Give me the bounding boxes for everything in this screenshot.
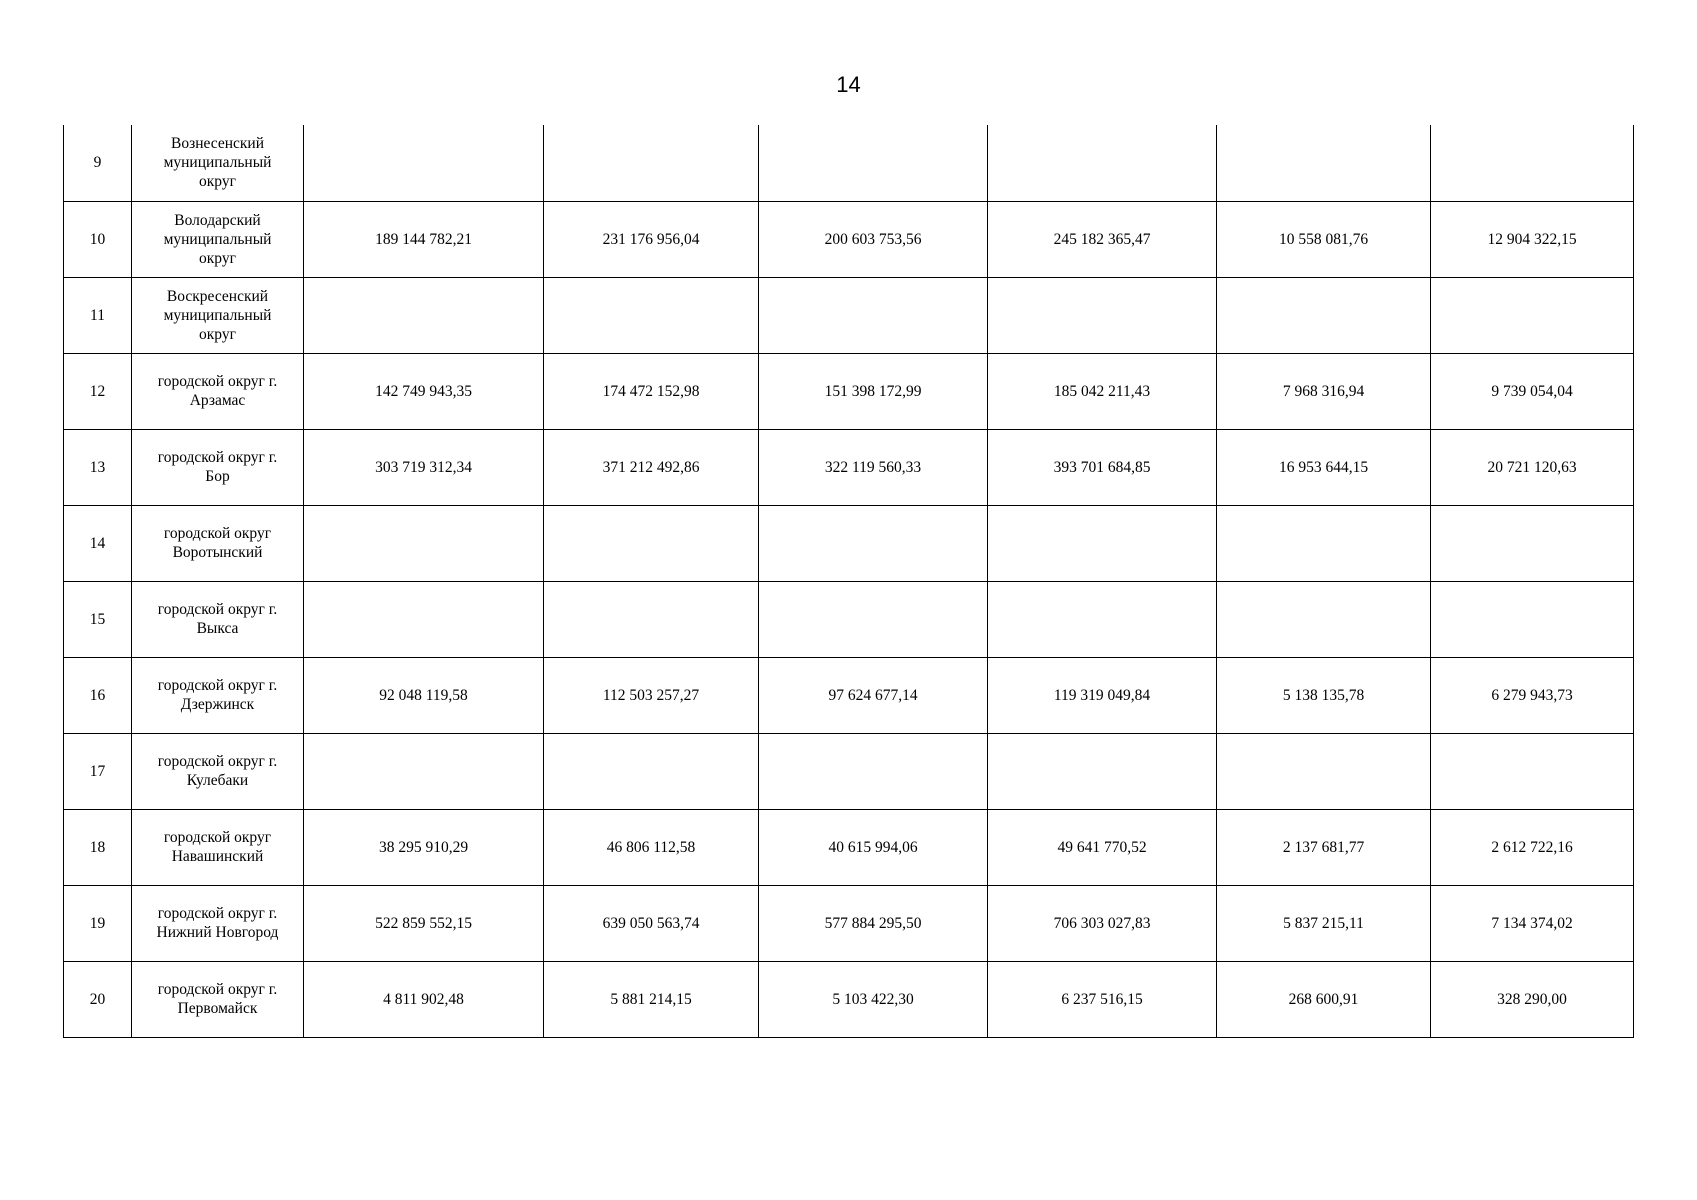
value-cell: [759, 277, 988, 353]
value-cell: 639 050 563,74: [544, 885, 759, 961]
table-row: [64, 353, 1634, 429]
municipality-name-cell: Володарский муниципальный округ: [132, 201, 304, 277]
value-cell: [988, 581, 1217, 657]
value-cell: 5 837 215,11: [1217, 885, 1431, 961]
value-cell: 16 953 644,15: [1217, 429, 1431, 505]
value-cell: 12 904 322,15: [1431, 201, 1634, 277]
municipality-name-cell: городской округ г. Дзержинск: [132, 657, 304, 733]
municipality-name-cell: городской округ г. Нижний Новгород: [132, 885, 304, 961]
value-cell: [759, 505, 988, 581]
row-number-cell: 18: [64, 809, 132, 885]
value-cell: [544, 277, 759, 353]
value-cell: 7 134 374,02: [1431, 885, 1634, 961]
row-number-cell: 9: [64, 125, 132, 201]
value-cell: [988, 125, 1217, 201]
municipality-name-cell: городской округ г. Бор: [132, 429, 304, 505]
value-cell: 49 641 770,52: [988, 809, 1217, 885]
value-cell: 522 859 552,15: [304, 885, 544, 961]
municipality-name-cell: городской округ Воротынский: [132, 505, 304, 581]
value-cell: 2 137 681,77: [1217, 809, 1431, 885]
value-cell: 119 319 049,84: [988, 657, 1217, 733]
value-cell: 10 558 081,76: [1217, 201, 1431, 277]
value-cell: 189 144 782,21: [304, 201, 544, 277]
value-cell: [1217, 733, 1431, 809]
value-cell: [304, 733, 544, 809]
value-cell: [759, 581, 988, 657]
row-number-cell: 14: [64, 505, 132, 581]
value-cell: 231 176 956,04: [544, 201, 759, 277]
row-number-cell: 13: [64, 429, 132, 505]
table-row: [64, 733, 1634, 809]
value-cell: [304, 277, 544, 353]
value-cell: [1431, 581, 1634, 657]
municipality-name-cell: городской округ г. Выкса: [132, 581, 304, 657]
data-table: [63, 125, 1634, 1038]
value-cell: 185 042 211,43: [988, 353, 1217, 429]
row-number-cell: 11: [64, 277, 132, 353]
value-cell: 9 739 054,04: [1431, 353, 1634, 429]
page-number: 14: [836, 72, 861, 97]
value-cell: 4 811 902,48: [304, 961, 544, 1037]
value-cell: 200 603 753,56: [759, 201, 988, 277]
value-cell: [1431, 277, 1634, 353]
value-cell: 2 612 722,16: [1431, 809, 1634, 885]
municipality-name-cell: городской округ г. Первомайск: [132, 961, 304, 1037]
value-cell: 46 806 112,58: [544, 809, 759, 885]
table-row: [64, 505, 1634, 581]
row-number-cell: 17: [64, 733, 132, 809]
value-cell: 38 295 910,29: [304, 809, 544, 885]
value-cell: 6 279 943,73: [1431, 657, 1634, 733]
value-cell: [304, 505, 544, 581]
municipality-name-cell: Вознесенский муниципальный округ: [132, 125, 304, 201]
value-cell: 40 615 994,06: [759, 809, 988, 885]
value-cell: 577 884 295,50: [759, 885, 988, 961]
value-cell: 112 503 257,27: [544, 657, 759, 733]
value-cell: 142 749 943,35: [304, 353, 544, 429]
value-cell: [1431, 733, 1634, 809]
value-cell: [988, 277, 1217, 353]
value-cell: 6 237 516,15: [988, 961, 1217, 1037]
value-cell: 371 212 492,86: [544, 429, 759, 505]
value-cell: 706 303 027,83: [988, 885, 1217, 961]
row-number-cell: 20: [64, 961, 132, 1037]
value-cell: [1217, 277, 1431, 353]
value-cell: [988, 733, 1217, 809]
table-row: [64, 885, 1634, 961]
row-number-cell: 19: [64, 885, 132, 961]
value-cell: 393 701 684,85: [988, 429, 1217, 505]
table-row: [64, 201, 1634, 277]
municipality-name-cell: городской округ г. Арзамас: [132, 353, 304, 429]
value-cell: 20 721 120,63: [1431, 429, 1634, 505]
value-cell: [544, 505, 759, 581]
row-number-cell: 10: [64, 201, 132, 277]
row-number-cell: 12: [64, 353, 132, 429]
table-row: [64, 961, 1634, 1037]
table-row: [64, 809, 1634, 885]
value-cell: 328 290,00: [1431, 961, 1634, 1037]
value-cell: 7 968 316,94: [1217, 353, 1431, 429]
value-cell: [988, 505, 1217, 581]
value-cell: [544, 125, 759, 201]
value-cell: 245 182 365,47: [988, 201, 1217, 277]
table-row: [64, 429, 1634, 505]
value-cell: 174 472 152,98: [544, 353, 759, 429]
value-cell: [544, 733, 759, 809]
table-row: [64, 657, 1634, 733]
value-cell: [1217, 125, 1431, 201]
value-cell: [1431, 125, 1634, 201]
value-cell: [544, 581, 759, 657]
value-cell: 5 103 422,30: [759, 961, 988, 1037]
table-row: [64, 581, 1634, 657]
value-cell: 303 719 312,34: [304, 429, 544, 505]
value-cell: [1217, 581, 1431, 657]
value-cell: 97 624 677,14: [759, 657, 988, 733]
value-cell: [1431, 505, 1634, 581]
municipality-name-cell: городской округ Навашинский: [132, 809, 304, 885]
value-cell: [759, 733, 988, 809]
row-number-cell: 16: [64, 657, 132, 733]
value-cell: [304, 125, 544, 201]
value-cell: 151 398 172,99: [759, 353, 988, 429]
table-row: [64, 125, 1634, 201]
row-number-cell: 15: [64, 581, 132, 657]
value-cell: [304, 581, 544, 657]
table-row: [64, 277, 1634, 353]
value-cell: 268 600,91: [1217, 961, 1431, 1037]
value-cell: 322 119 560,33: [759, 429, 988, 505]
municipality-name-cell: Воскресенский муниципальный округ: [132, 277, 304, 353]
value-cell: 5 138 135,78: [1217, 657, 1431, 733]
value-cell: [759, 125, 988, 201]
value-cell: 92 048 119,58: [304, 657, 544, 733]
value-cell: 5 881 214,15: [544, 961, 759, 1037]
municipality-name-cell: городской округ г. Кулебаки: [132, 733, 304, 809]
value-cell: [1217, 505, 1431, 581]
table-body: [64, 125, 1634, 1037]
